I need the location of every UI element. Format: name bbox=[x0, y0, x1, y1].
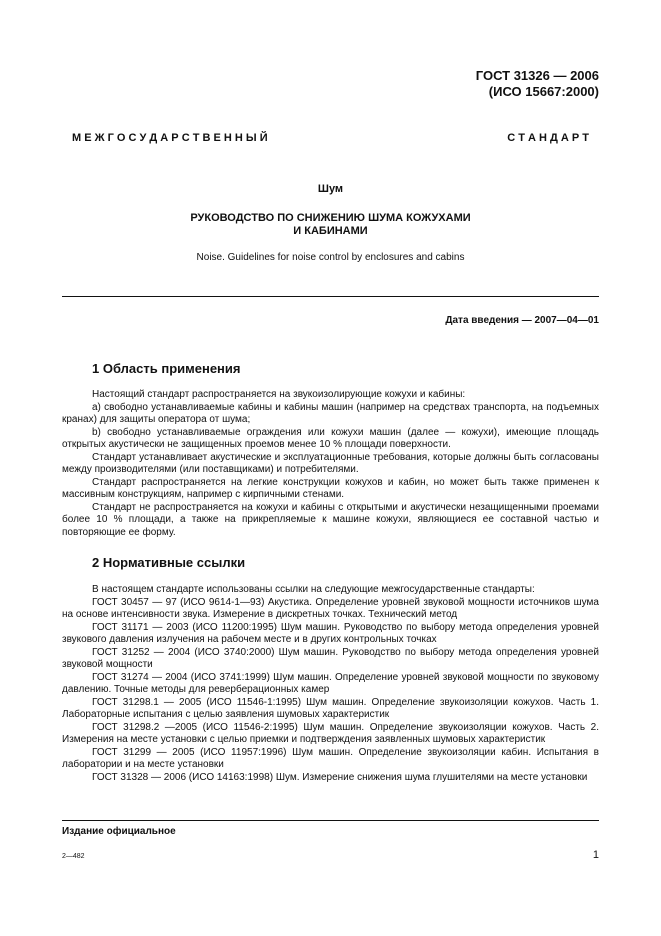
document-title bbox=[0, 212, 661, 238]
interstate-standard-banner bbox=[72, 132, 589, 144]
standard-code: ГОСТ 31326 — 2006 bbox=[475, 68, 599, 83]
paragraph: b) свободно устанавливаемые ограждения или кожухи машин (далее — кожухи), имеющие площадь открытых акустически не защищенных проемов менее 10 % площади поверхности. bbox=[62, 426, 599, 450]
paragraph: Стандарт устанавливает акустические и эксплуатационные требования, которые должны быть согласованы между производителями (или поставщиками) и потребителями. bbox=[62, 451, 599, 475]
paragraph: a) свободно устанавливаемые кабины и кабины машин (например на средствах транспорта, на подъемных кранах) для защиты оператора от шума; bbox=[62, 401, 599, 425]
reference-item: ГОСТ 31299 — 2005 (ИСО 11957:1996) Шум машин. Определение звукоизоляции кабин. Испытания в лаборатории и на месте установки bbox=[62, 746, 599, 770]
section-1-body bbox=[62, 389, 599, 539]
iso-code: (ИСО 15667:2000) bbox=[488, 84, 599, 99]
standard-designation bbox=[476, 68, 599, 100]
section-2-body bbox=[62, 584, 599, 784]
reference-item: ГОСТ 31274 — 2004 (ИСО 3741:1999) Шум машин. Определение уровней звуковой мощности по звуковому давлению. Точные методы для реверберационных камер bbox=[62, 671, 599, 695]
reference-item: ГОСТ 31298.1 — 2005 (ИСО 11546-1:1995) Шум машин. Определение звукоизоляции кожухов. Часть 1. Лабораторные испытания с целью заявления шумовых характеристик bbox=[62, 696, 599, 720]
english-title: Noise. Guidelines for noise control by enclosures and cabins bbox=[196, 252, 465, 263]
section-2-heading: 2 Нормативные ссылки bbox=[92, 555, 246, 570]
reference-item: ГОСТ 31298.2 —2005 (ИСО 11546-2:1995) Шум машин. Определение звукоизоляции кожухов. Часть 2. Измерения на месте установки с целью приемки и подтверждения заявленных шумовых характеристик bbox=[62, 721, 599, 745]
paragraph: В настоящем стандарте использованы ссылки на следующие межгосударственные стандарты: bbox=[92, 584, 535, 595]
header-divider bbox=[62, 296, 599, 297]
standard-word: С Т А Н Д А Р Т bbox=[507, 132, 589, 144]
reference-item: ГОСТ 31328 — 2006 (ИСО 14163:1998) Шум. Измерение снижения шума глушителями на месте установки bbox=[92, 771, 588, 783]
paragraph: Стандарт не распространяется на кожухи и кабины с открытыми и акустически незащищенными проемами более 10 % площади, а также на прикрепляемые к машине кожухи, являющиеся ее составной частью и повторяющие ее форму. bbox=[62, 501, 599, 538]
paragraph: Настоящий стандарт распространяется на звукоизолирующие кожухи и кабины: bbox=[92, 389, 466, 400]
interstate-word: М Е Ж Г О С У Д А Р С Т В Е Н Н Ы Й bbox=[72, 132, 268, 144]
page-number: 1 bbox=[592, 849, 599, 861]
document-title-line-1: РУКОВОДСТВО ПО СНИЖЕНИЮ ШУМА КОЖУХАМИ bbox=[190, 212, 471, 224]
official-edition-label: Издание официальное bbox=[62, 826, 176, 837]
section-1-heading: 1 Область применения bbox=[92, 361, 241, 376]
paragraph: Стандарт распространяется на легкие конструкции кожухов и кабин, но может быть также применен к массивным конструкциям, например с кирпичными стенами. bbox=[62, 476, 599, 500]
reference-item: ГОСТ 31171 — 2003 (ИСО 11200:1995) Шум машин. Руководство по выбору метода определения уровней звукового давления излучения на рабочем месте и в других контрольных точках bbox=[62, 621, 599, 645]
reference-item: ГОСТ 30457 — 97 (ИСО 9614-1—93) Акустика. Определение уровней звуковой мощности источников шума на основе интенсивности звука. Измерение в дискретных точках. Технический метод bbox=[62, 596, 599, 620]
print-code: 2—482 bbox=[62, 853, 85, 860]
subject-title: Шум bbox=[317, 183, 344, 195]
reference-item: ГОСТ 31252 — 2004 (ИСО 3740:2000) Шум машин. Руководство по выбору метода определения уровней звуковой мощности bbox=[62, 646, 599, 670]
document-title-line-2: И КАБИНАМИ bbox=[293, 225, 368, 237]
footer-divider bbox=[62, 820, 599, 821]
introduction-date: Дата введения — 2007—04—01 bbox=[445, 315, 599, 326]
